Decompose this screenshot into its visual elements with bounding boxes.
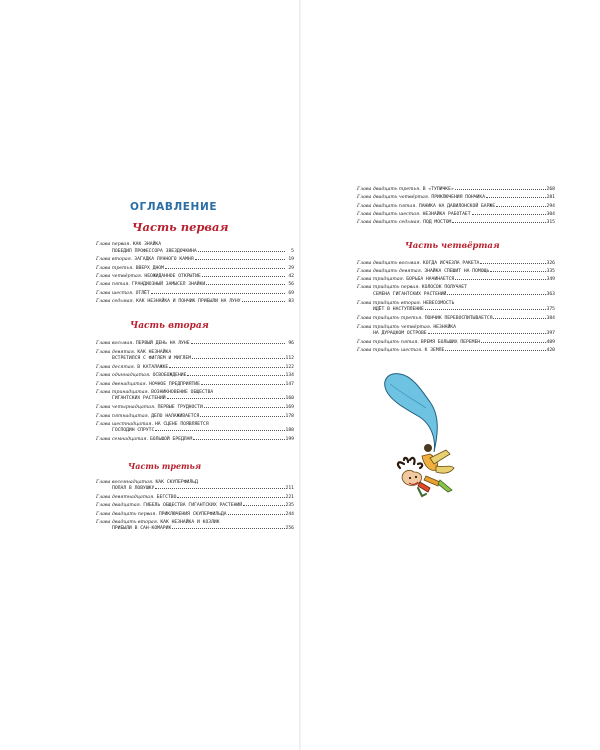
chapter-title: БЕГСТВО [156,494,177,500]
page-number: 69 [288,290,294,296]
toc-entry[interactable] [96,422,294,435]
chapter-title: ДЕЛО НАЛАЖИВАЕТСЯ [151,413,200,419]
chapter-title: КОЛОСОК ПОЛУЧАЕТ [421,285,467,291]
chapter-label: Глава восьмая. [96,341,134,347]
page-number: 122 [285,364,294,370]
dot-leader [195,259,285,260]
chapter-label: Глава тринадцатая. [96,389,150,395]
toc-entry[interactable] [96,480,294,493]
toc-entry[interactable] [357,340,555,347]
page-number: 83 [288,298,294,304]
chapter-title: КАК НЕЗНАЙКА И ПОНЧИК ПРИБЫЛИ НА ЛУНУ [136,298,241,304]
entry-line [357,316,555,323]
toc-entry[interactable] [357,301,555,314]
toc-entry[interactable] [357,348,555,355]
dot-leader [472,214,546,215]
entry-line [357,340,555,347]
chapter-label: Глава тридцать вторая. [357,300,422,306]
dot-leader [155,488,284,489]
toc-entry[interactable] [96,365,294,372]
dot-leader [200,416,284,417]
dot-leader [228,514,285,515]
chapter-label: Глава тридцатая. [357,277,405,283]
chapter-label: Глава первая. [96,242,131,247]
toc-entry[interactable] [357,269,555,276]
entry-line [357,277,555,284]
chapter-title: В «ТУПИЧКЕ» [422,187,454,192]
entry-line [96,495,294,502]
entry-line [96,526,294,533]
dot-leader [172,528,284,529]
chapter-title: СЕМЕНА ГИГАНТСКИХ РАСТЕНИЙ [373,291,447,297]
chapter-label: Глава пятая. [96,282,130,288]
chapter-title: ПОНЧИК ПЕРЕВОСПИТЫВАЕТСЯ [424,316,493,322]
toc-entry[interactable] [96,520,294,533]
page-number: 42 [288,274,294,279]
chapter-title: НЕЗНАЙКА [433,324,456,330]
dot-leader [455,279,545,280]
toc-title: ОГЛАВЛЕНИЕ [130,201,218,213]
toc-entry[interactable] [357,220,555,227]
toc-entry[interactable] [357,285,555,298]
chapter-title: ПРИКЛЮЧЕНИЯ ПОНЧИКА [431,195,486,201]
illustration-neznaika-icon [378,364,470,499]
entry-line [96,396,294,403]
chapter-title: ПОБЕДИЛ ПРОФЕССОРА ЗВЕЗДОЧКИНА [112,248,197,254]
entry-line [357,331,555,338]
dot-leader [452,222,545,223]
chapter-label: Глава шестая. [96,290,134,296]
entry-line [96,274,294,281]
entry-line [96,503,294,510]
entry-line [96,356,294,363]
entry-line [357,285,555,292]
chapter-title: НОЧНОЕ ПРЕДПРИЯТИЕ [149,381,200,387]
page-number: 315 [546,220,555,226]
chapter-title: НЕЗНАЙКА РАБОТАЕТ [422,211,471,217]
dot-leader [490,271,545,272]
page-number: 363 [546,291,555,297]
page-number: 397 [546,331,555,337]
chapter-title: В КАТАЛАЖКЕ [137,364,169,370]
dot-leader [481,342,545,343]
chapter-title: НЕВЕСОМОСТЬ [423,300,455,306]
chapter-title: ВРЕМЯ БОЛЬШИХ ПЕРЕМЕН [420,339,481,345]
entry-line [357,212,555,219]
dot-leader [486,197,546,198]
dot-leader [177,497,284,498]
page-number: 199 [285,437,294,443]
dot-leader [493,318,545,319]
dot-leader [242,301,285,302]
dot-leader [151,293,285,294]
page-number: 244 [285,511,294,517]
toc-entry[interactable] [96,437,294,444]
toc-entry[interactable] [357,316,555,323]
dot-leader [425,309,546,310]
toc-entry[interactable] [96,299,294,306]
toc-entry[interactable] [96,282,294,289]
part-title: Часть четвёртая [405,241,500,251]
toc-entry[interactable] [96,291,294,298]
dot-leader [445,350,545,351]
entry-line [96,373,294,380]
dot-leader [167,398,285,399]
chapter-title: ВСТРЕТИЛСЯ С ФИГЛЕМ И МИГЛЕМ [112,356,192,362]
page-number: 294 [546,203,555,209]
toc-entry[interactable] [357,325,555,338]
dot-leader [455,189,546,190]
chapter-label: Глава двенадцатая. [96,381,148,387]
chapter-title: ГИГАНТСКИХ РАСТЕНИЙ [112,396,166,402]
chapter-label: Глава тридцать четвёртая. [357,324,432,330]
chapter-label: Глава одиннадцатая. [96,373,151,379]
chapter-label: Глава двадцать седьмая. [357,220,422,226]
chapter-label: Глава восемнадцатая. [96,479,154,485]
dot-leader [206,284,285,285]
dot-leader [169,367,284,368]
page-number: 235 [285,503,294,509]
chapter-title: ВВЕРХ ДНОМ [135,265,164,271]
dot-leader [192,358,285,359]
toc-entry[interactable] [96,274,294,281]
chapter-label: Глава девятнадцатая. [96,494,155,500]
toc-entry[interactable] [96,257,294,264]
chapter-label: Глава тридцать первая. [357,285,420,291]
entry-line [96,266,294,273]
chapter-label: Глава двадцать девятая. [357,268,423,274]
page-number: 268 [546,187,555,192]
chapter-label: Глава двадцатая. [96,503,142,509]
chapter-label: Глава тридцать пятая. [357,339,419,345]
entry-line [96,299,294,306]
chapter-label: Глава третья. [96,265,134,271]
chapter-label: Глава тридцать шестая. [357,348,423,354]
toc-entry[interactable] [96,341,294,348]
page-number: 375 [546,307,555,313]
dot-leader [480,263,545,264]
chapter-label: Глава десятая. [96,364,136,370]
page-number: 147 [285,381,294,387]
chapter-title: ПРИБЫЛИ В САН-КОМАРИК [112,526,172,532]
chapter-title: ВОЗНИКНОВЕНИЕ ОБЩЕСТВА [151,389,214,395]
page-number: 281 [546,195,555,201]
dot-leader [204,407,285,408]
chapter-title: КАК НЕЗНАЙКА И КОЗЛИК [160,519,220,525]
dot-leader [165,268,285,269]
chapter-title: ГРАНДИОЗНЫЙ ЗАМЫСЕЛ ЗНАЙКИ [131,282,206,288]
chapter-label: Глава девятая. [96,349,136,355]
entry-line [357,204,555,211]
toc-entry[interactable] [96,266,294,273]
entry-line [357,307,555,314]
toc-entry[interactable] [96,503,294,510]
page-number: 188 [285,428,294,434]
toc-entry[interactable] [96,495,294,502]
chapter-title: ИДЁТ В НАСТУПЛЕНИЕ [373,307,424,313]
entry-line [96,257,294,264]
chapter-label: Глава двадцать четвёртая. [357,195,430,201]
chapter-title: НЕОЖИДАННОЕ ОТКРЫТИЕ [144,274,201,279]
part-title: Часть третья [128,460,202,471]
entry-line [96,282,294,289]
entry-line [357,292,555,299]
chapter-title: КОГДА ИСЧЕЗЛА РАКЕТА [422,260,480,266]
toc-entry[interactable] [357,261,555,268]
page-number: 96 [288,341,294,347]
chapter-label: Глава двадцать первая. [96,511,157,517]
chapter-title: КАК ЗНАЙКА [132,242,162,247]
chapter-title: К ЗЕМЛЕ [424,348,445,354]
dot-leader [155,430,284,431]
toc-entry[interactable] [96,382,294,389]
chapter-title: НА СЦЕНЕ ПОЯВЛЯЕТСЯ [154,421,209,427]
chapter-title: НА ДУРАЦКОМ ОСТРОВЕ [373,331,427,337]
chapter-label: Глава двадцать пятая. [357,203,417,209]
chapter-title: ПРИКЛЮЧЕНИЯ СКУПЕРФИЛЬДА [158,511,227,517]
page-number: 134 [285,373,294,379]
entry-line [96,414,294,421]
page-number: 178 [285,413,294,419]
toc-entry[interactable] [357,204,555,211]
chapter-title: ЗАГАДКА ЛУННОГО КАМНЯ [134,257,194,263]
chapter-label: Глава двадцать шестая. [357,211,421,217]
toc-entry[interactable] [357,277,555,284]
dot-leader [187,375,284,376]
dot-leader [447,294,545,295]
chapter-title: ЗНАЙКА СПЕШИТ НА ПОМОЩЬ [424,268,490,274]
entry-line [96,242,294,249]
dot-leader [202,276,285,277]
toc-entry[interactable] [96,350,294,363]
chapter-label: Глава двадцать третья. [357,187,421,192]
entry-line [96,512,294,519]
chapter-title: ПЕРВЫЕ ТРУДНОСТИ [157,405,203,411]
toc-entry[interactable] [96,373,294,380]
entry-line [357,269,555,276]
entry-line [96,382,294,389]
chapter-title: КАК НЕЗНАЙКА [137,349,172,355]
entry-line [357,187,555,194]
chapter-title: БОЛЬШОЙ БРЕДЛАМ [149,437,193,443]
entry-line [357,261,555,268]
page-number: 409 [546,339,555,345]
page-number: 5 [291,248,294,254]
chapter-title: КАК СКУПЕРФИЛЬД [155,479,198,485]
dot-leader [193,439,284,440]
dot-leader [191,343,285,344]
page-number: 29 [288,265,294,271]
entry-line [357,220,555,227]
entry-line [96,405,294,412]
chapter-label: Глава тридцать третья. [357,316,423,322]
chapter-title: ПЕРВЫЙ ДЕНЬ НА ЛУНЕ [135,341,190,347]
chapter-label: Глава двадцать вторая. [96,519,159,525]
page-number: 211 [285,486,294,492]
chapter-label: Глава четвёртая. [96,274,143,279]
page-number: 56 [288,282,294,288]
dot-leader [201,384,285,385]
chapter-label: Глава шестнадцатая. [96,421,153,427]
page-number: 221 [285,494,294,500]
page-number: 335 [546,268,555,274]
page-number: 326 [546,260,555,266]
entry-line [96,428,294,435]
chapter-label: Глава пятнадцатая. [96,413,150,419]
part-title: Часть первая [132,219,229,234]
chapter-label: Глава семнадцатая. [96,437,148,443]
chapter-title: БОРЬБА НАЧИНАЕТСЯ [406,277,455,283]
chapter-label: Глава седьмая. [96,298,135,304]
page-number: 19 [288,257,294,263]
chapter-title: ПОПАЛ В ЛОВУШКУ [112,486,155,492]
dot-leader [243,505,284,506]
entry-line [96,365,294,372]
chapter-title: ГОСПОДИН СПРУТС [112,428,155,434]
chapter-title: ГИБЕЛЬ ОБЩЕСТВА ГИГАНТСКИХ РАСТЕНИЙ [143,503,243,509]
chapter-label: Глава двадцать восьмая. [357,260,421,266]
chapter-label: Глава четырнадцатая. [96,405,156,411]
chapter-title: ОСВОБОЖДЕНИЕ [152,373,187,379]
toc-entry[interactable] [96,405,294,412]
dot-leader [198,251,285,252]
page-number: 169 [285,405,294,411]
entry-line [96,249,294,256]
entry-line [96,486,294,493]
entry-line [96,437,294,444]
toc-entry[interactable] [357,187,555,194]
page-number: 420 [546,348,555,354]
toc-entry[interactable] [96,414,294,421]
part-title: Часть вторая [130,321,209,332]
toc-entry[interactable] [357,195,555,202]
book-spine [299,0,301,750]
toc-entry[interactable] [96,242,294,255]
dot-leader [496,206,545,207]
page-number: 112 [285,356,294,362]
toc-entry[interactable] [96,390,294,403]
entry-line [96,341,294,348]
toc-entry[interactable] [357,212,555,219]
chapter-title: ПАНИКА НА ДАВИЛОНСКОЙ БАРЖЕ [418,203,496,209]
dot-leader [428,333,546,334]
chapter-title: ОТЛЁТ [135,290,150,296]
chapter-label: Глава вторая. [96,257,133,263]
page-number: 256 [285,526,294,532]
entry-line [357,195,555,202]
page-number: 384 [546,316,555,322]
page-number: 304 [546,211,555,217]
entry-line [357,348,555,355]
chapter-title: ПОД МОСТОМ [423,220,452,226]
entry-line [96,291,294,298]
toc-entry[interactable] [96,512,294,519]
page-number: 349 [546,277,555,283]
page-number: 160 [285,396,294,402]
